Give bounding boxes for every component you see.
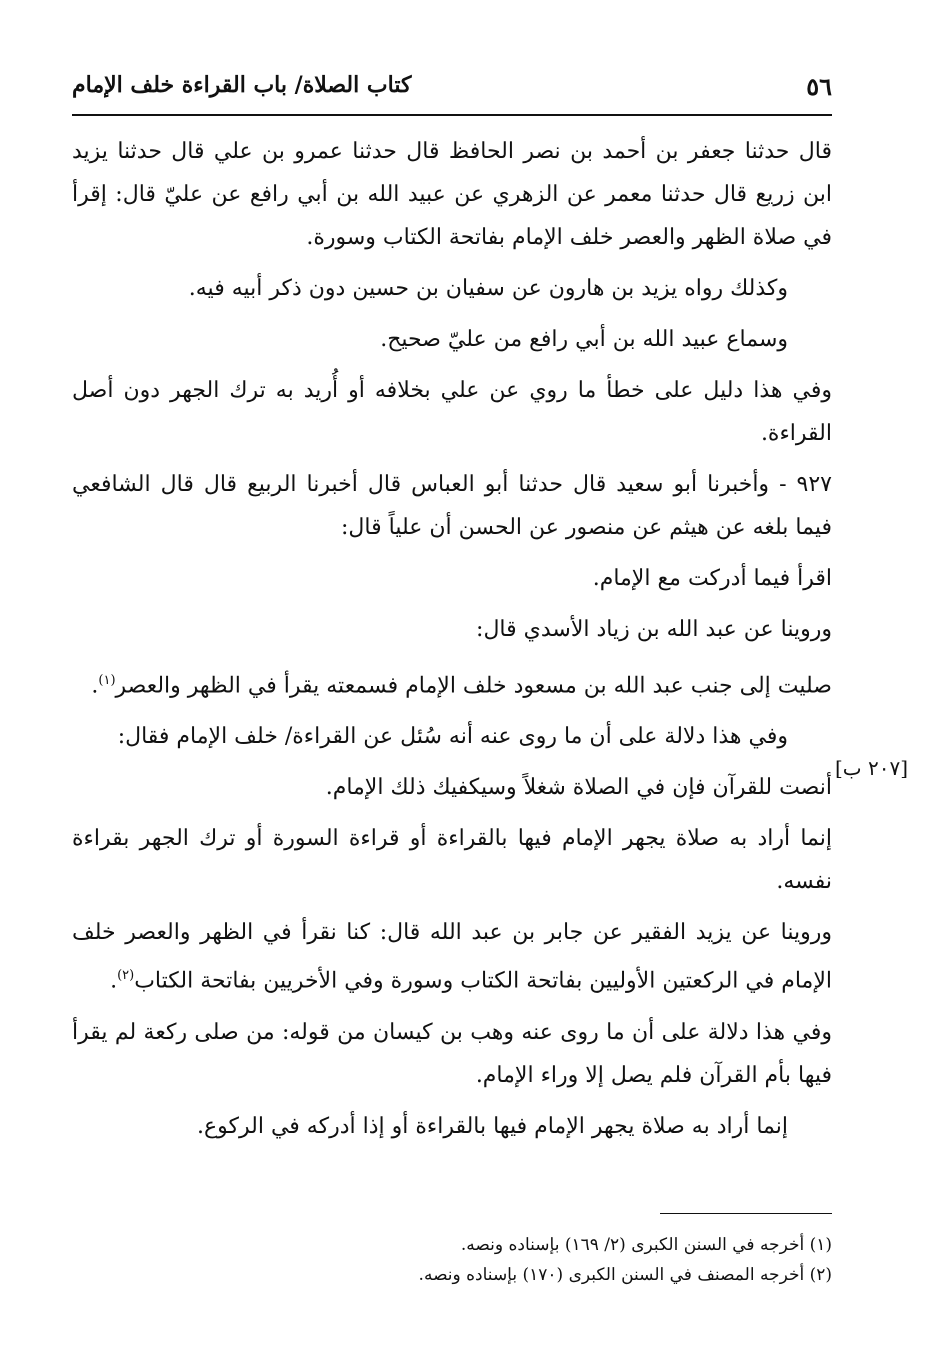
paragraph: إنما أراد به صلاة يجهر الإمام فيها بالقراءة أو إذا أدركه في الركوع. [197, 1113, 788, 1139]
page-number: ٥٦ [806, 72, 832, 101]
paragraph: وروينا عن عبد الله بن زياد الأسدي قال: [476, 617, 832, 642]
running-header [72, 68, 832, 114]
paragraph: وكذلك رواه يزيد بن هارون عن سفيان بن حسين دون ذكر أبيه فيه. [188, 276, 788, 301]
footnote: (٢) أخرجه المصنف في السنن الكبرى (١٧٠) بإسناده ونصه. [418, 1265, 832, 1285]
paragraph-text: وروينا عن يزيد الفقير عن جابر بن عبد الله قال: كنا نقرأ في الظهر والعصر خلف الإمام في الركعتين الأوليين بفاتحة الكتاب وسورة وفي الأخريين بفاتحة الكتاب [72, 920, 832, 994]
paragraph: وسماع عبيد الله بن أبي رافع من عليّ صحيح. [380, 327, 788, 352]
manuscript-folio-note: [٢٠٧ ب] [834, 756, 908, 780]
paragraph: وفي هذا دلالة على أن ما روى عنه وهب بن كيسان من قوله: من صلى ركعة لم يقرأ فيها بأم القرآن فلم يصل إلا وراء الإمام. [72, 1019, 832, 1088]
paragraph: أنصت للقرآن فإن في الصلاة شغلاً وسيكفيك ذلك الإمام. [325, 775, 832, 801]
footnote-marker: (٢) [117, 968, 135, 984]
paragraph-hadith-927: ٩٢٧ - وأخبرنا أبو سعيد قال حدثنا أبو العباس قال أخبرنا الربيع قال قال الشافعي فيما بلغه عن هيثم عن منصور عن الحسن أن علياً قال: [72, 472, 832, 540]
paragraph: قال حدثنا جعفر بن أحمد بن نصر الحافظ قال حدثنا عمرو بن علي قال حدثنا يزيد ابن زريع قال حدثنا معمر عن الزهري عن عبيد الله بن أبي رافع عن عليّ قال: إقرأ في صلاة الظهر والعصر خلف الإمام بفاتحة الكتاب وسورة. [72, 139, 832, 250]
footnote-divider [660, 1213, 832, 1214]
paragraph: وفي هذا دلالة على أن ما روى عنه أنه سُئل عن القراءة/ خلف الإمام فقال: [117, 724, 788, 750]
paragraph-text: صليت إلى جنب عبد الله بن مسعود خلف الإمام فسمعته يقرأ في الظهر والعصر [115, 673, 832, 699]
paragraph: اقرأ فيما أدركت مع الإمام. [592, 566, 832, 591]
paragraph: وفي هذا دليل على خطأ ما روي عن علي بخلافه أو أُريد به ترك الجهر دون أصل القراءة. [72, 378, 832, 446]
header-divider [72, 114, 832, 116]
footnotes [72, 1230, 832, 1290]
main-text [72, 130, 832, 1156]
footnote-marker: (١) [98, 673, 116, 688]
paragraph: صليت إلى جنب عبد الله بن مسعود خلف الإمام فسمعته يقرأ في الظهر والعصر$^{(١)}$. [91, 673, 832, 699]
paragraph: إنما أراد به صلاة يجهر الإمام فيها بالقراءة أو قراءة السورة أو ترك الجهر بقراءة نفسه. [72, 826, 832, 895]
footnote: (١) أخرجه في السنن الكبرى (٢/ ١٦٩) بإسناده ونصه. [460, 1235, 832, 1255]
running-title: كتاب الصلاة/ باب القراءة خلف الإمام [72, 72, 412, 98]
paragraph: وروينا عن يزيد الفقير عن جابر بن عبد الله قال: كنا نقرأ في الظهر والعصر خلف الإمام في الركعتين الأوليين بفاتحة الكتاب وسورة وفي الأخريين بفاتحة الكتاب$^{(٢)}$. [72, 920, 832, 994]
